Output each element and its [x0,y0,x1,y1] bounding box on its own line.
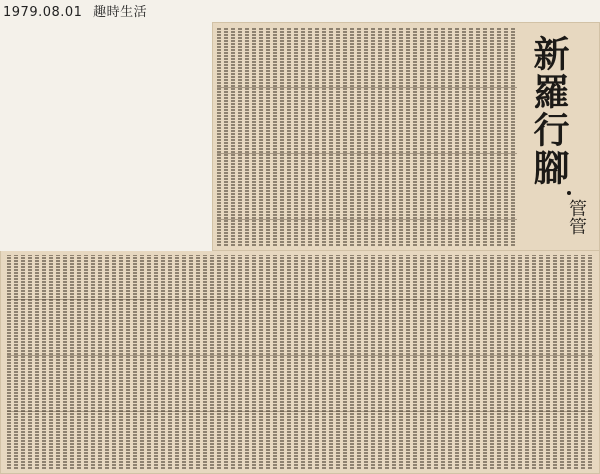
column-divider [217,153,517,154]
article-body-columns-upper [217,27,517,246]
column-divider [217,219,517,220]
article-title: 新羅行腳 [528,35,570,187]
article-body-columns-lower [7,255,593,469]
column-divider [7,355,593,356]
column-divider [217,87,517,88]
publication-date: 1979.08.01 [3,5,83,20]
column-divider [7,411,593,412]
article-lower-panel [0,251,600,474]
author-bullet [567,191,571,195]
column-divider [7,299,593,300]
article-author: 管管 [566,199,587,235]
article-upper-panel [212,22,600,251]
clipping-header [3,1,153,20]
section-name: 趣時生活 [93,5,148,20]
